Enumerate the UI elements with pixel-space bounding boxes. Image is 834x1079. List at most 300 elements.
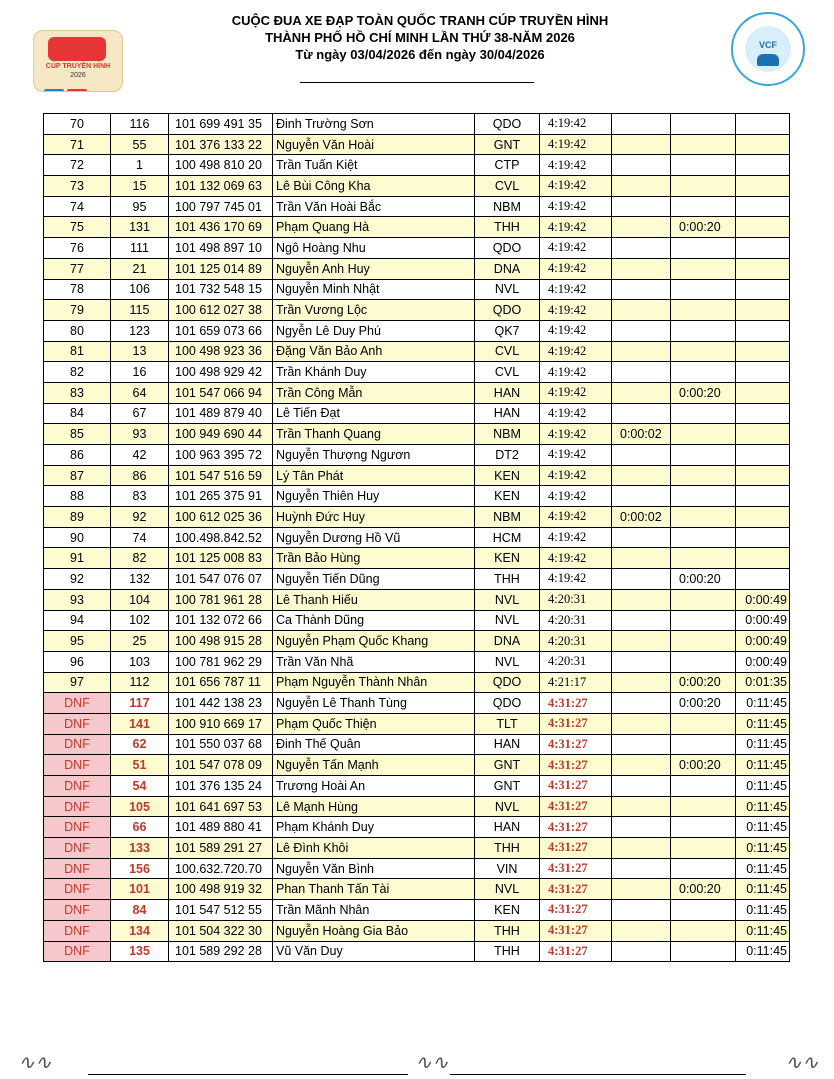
bonus-cell: 0:00:20 [671, 693, 736, 714]
uci-id-cell: 101 436 170 69 [169, 217, 273, 238]
table-row [44, 610, 790, 631]
bonus-cell [612, 196, 671, 217]
cup-truyen-hinh-logo [33, 30, 123, 92]
table-row [44, 651, 790, 672]
rank-cell: 95 [44, 631, 111, 652]
team-code-cell: HAN [475, 817, 540, 838]
finish-time-cell: 4:31:27 [540, 796, 612, 817]
table-row [44, 238, 790, 259]
rank-cell: 75 [44, 217, 111, 238]
finish-time-cell: 4:19:42 [540, 569, 612, 590]
finish-time-cell: 4:19:42 [540, 403, 612, 424]
logo-caption: CÚP TRUYỀN HÌNH [45, 63, 111, 70]
finish-time-cell: 4:31:27 [540, 879, 612, 900]
bonus-cell [612, 693, 671, 714]
table-row [44, 920, 790, 941]
cyclist-icon [757, 54, 779, 66]
table-row [44, 755, 790, 776]
bonus-cell [671, 486, 736, 507]
uci-id-cell: 100 797 745 01 [169, 196, 273, 217]
bib-cell: 15 [111, 176, 169, 197]
time-gap-cell [736, 134, 790, 155]
uci-id-cell: 101 641 697 53 [169, 796, 273, 817]
bib-cell: 115 [111, 300, 169, 321]
team-code-cell: GNT [475, 776, 540, 797]
bonus-cell [671, 155, 736, 176]
bib-cell: 83 [111, 486, 169, 507]
bonus-cell [671, 320, 736, 341]
table-row [44, 879, 790, 900]
time-gap-cell [736, 217, 790, 238]
rank-cell: DNF [44, 776, 111, 797]
bib-cell: 111 [111, 238, 169, 259]
team-code-cell: THH [475, 569, 540, 590]
rider-name-cell: Trần Khánh Duy [273, 362, 475, 383]
rank-cell: 80 [44, 320, 111, 341]
bib-cell: 106 [111, 279, 169, 300]
rank-cell: 78 [44, 279, 111, 300]
rank-cell: DNF [44, 858, 111, 879]
bib-cell: 74 [111, 527, 169, 548]
bib-cell: 101 [111, 879, 169, 900]
bonus-cell: 0:00:20 [671, 217, 736, 238]
rank-cell: 83 [44, 382, 111, 403]
bib-cell: 156 [111, 858, 169, 879]
bonus-cell: 0:00:20 [671, 382, 736, 403]
finish-time-cell: 4:19:42 [540, 217, 612, 238]
page-header [0, 0, 834, 100]
bonus-cell [612, 155, 671, 176]
rider-name-cell: Nguyễn Văn Hoài [273, 134, 475, 155]
team-code-cell: CVL [475, 341, 540, 362]
uci-id-cell: 101 547 516 59 [169, 465, 273, 486]
rider-name-cell: Đinh Trường Sơn [273, 114, 475, 135]
uci-id-cell: 100 781 961 28 [169, 589, 273, 610]
rider-name-cell: Phạm Quốc Thiện [273, 713, 475, 734]
table-row [44, 672, 790, 693]
bib-cell: 105 [111, 796, 169, 817]
rider-name-cell: Nguyễn Phạm Quốc Khang [273, 631, 475, 652]
team-code-cell: CVL [475, 362, 540, 383]
rider-name-cell: Trần Vương Lộc [273, 300, 475, 321]
team-code-cell: NVL [475, 651, 540, 672]
title-underline [300, 82, 534, 83]
rank-cell: 71 [44, 134, 111, 155]
bonus-cell [671, 713, 736, 734]
rider-name-cell: Phạm Quang Hà [273, 217, 475, 238]
rider-name-cell: Nguyễn Minh Nhật [273, 279, 475, 300]
bonus-cell [671, 279, 736, 300]
bonus-cell: 0:00:02 [612, 424, 671, 445]
page-footer [0, 1040, 834, 1079]
finish-time-cell: 4:19:42 [540, 465, 612, 486]
bonus-cell [671, 258, 736, 279]
rank-cell: DNF [44, 838, 111, 859]
rider-name-cell: Nguyễn Tấn Mạnh [273, 755, 475, 776]
rider-name-cell: Trần Văn Hoài Bắc [273, 196, 475, 217]
team-code-cell: HAN [475, 734, 540, 755]
date-range: Từ ngày 03/04/2026 đến ngày 30/04/2026 [295, 47, 545, 62]
uci-id-cell: 100 612 025 36 [169, 507, 273, 528]
time-gap-cell [736, 176, 790, 197]
uci-id-cell: 101 699 491 35 [169, 114, 273, 135]
bib-cell: 25 [111, 631, 169, 652]
rider-name-cell: Phan Thanh Tấn Tài [273, 879, 475, 900]
rank-cell: 84 [44, 403, 111, 424]
rider-name-cell: Lê Đình Khôi [273, 838, 475, 859]
bonus-cell [612, 879, 671, 900]
rank-cell: DNF [44, 713, 111, 734]
team-code-cell: HAN [475, 382, 540, 403]
table-row [44, 858, 790, 879]
table-row [44, 279, 790, 300]
table-row [44, 445, 790, 466]
bib-cell: 82 [111, 548, 169, 569]
team-code-cell: QDO [475, 693, 540, 714]
bib-cell: 84 [111, 900, 169, 921]
bib-cell: 134 [111, 920, 169, 941]
bonus-cell [612, 631, 671, 652]
table-row [44, 486, 790, 507]
rider-name-cell: Phạm Khánh Duy [273, 817, 475, 838]
bonus-cell [671, 134, 736, 155]
time-gap-cell [736, 465, 790, 486]
table-row [44, 362, 790, 383]
table-row [44, 196, 790, 217]
time-gap-cell [736, 341, 790, 362]
table-row [44, 320, 790, 341]
bib-cell: 104 [111, 589, 169, 610]
rank-cell: 76 [44, 238, 111, 259]
bib-cell: 102 [111, 610, 169, 631]
finish-time-cell: 4:19:42 [540, 486, 612, 507]
bonus-cell [671, 796, 736, 817]
footer-rule [450, 1074, 746, 1075]
table-row [44, 382, 790, 403]
rank-cell: 93 [44, 589, 111, 610]
team-code-cell: THH [475, 941, 540, 962]
bonus-cell [612, 176, 671, 197]
uci-id-cell: 101 547 066 94 [169, 382, 273, 403]
bib-cell: 93 [111, 424, 169, 445]
bonus-cell [671, 900, 736, 921]
bonus-cell [612, 134, 671, 155]
uci-id-cell: 100 498 929 42 [169, 362, 273, 383]
bonus-cell [612, 486, 671, 507]
finish-time-cell: 4:31:27 [540, 941, 612, 962]
time-gap-cell: 0:11:45 [736, 796, 790, 817]
uci-id-cell: 101 589 292 28 [169, 941, 273, 962]
bib-cell: 141 [111, 713, 169, 734]
bonus-cell [671, 507, 736, 528]
rider-name-cell: Trần Văn Nhã [273, 651, 475, 672]
finish-time-cell: 4:19:42 [540, 382, 612, 403]
bib-cell: 13 [111, 341, 169, 362]
rank-cell: 77 [44, 258, 111, 279]
rank-cell: 81 [44, 341, 111, 362]
rider-name-cell: Phạm Nguyễn Thành Nhân [273, 672, 475, 693]
uci-id-cell: 100 781 962 29 [169, 651, 273, 672]
uci-id-cell: 100 910 669 17 [169, 713, 273, 734]
team-code-cell: NBM [475, 196, 540, 217]
table-row [44, 258, 790, 279]
bonus-cell [612, 734, 671, 755]
bonus-cell [671, 300, 736, 321]
finish-time-cell: 4:31:27 [540, 776, 612, 797]
logo-year: 2026 [70, 72, 86, 79]
uci-id-cell: 101 547 076 07 [169, 569, 273, 590]
finish-time-cell: 4:19:42 [540, 258, 612, 279]
bib-cell: 66 [111, 817, 169, 838]
rank-cell: DNF [44, 920, 111, 941]
table-row [44, 134, 790, 155]
bib-cell: 131 [111, 217, 169, 238]
bib-cell: 51 [111, 755, 169, 776]
rank-cell: 89 [44, 507, 111, 528]
uci-id-cell: 101 489 880 41 [169, 817, 273, 838]
bonus-cell [671, 403, 736, 424]
uci-id-cell: 101 547 078 09 [169, 755, 273, 776]
rank-cell: DNF [44, 879, 111, 900]
ornament-icon: ∿∿ [415, 1050, 449, 1074]
uci-id-cell: 101 489 879 40 [169, 403, 273, 424]
finish-time-cell: 4:19:42 [540, 155, 612, 176]
rider-name-cell: Nguyễn Thượng Ngươn [273, 445, 475, 466]
time-gap-cell [736, 507, 790, 528]
bonus-cell [671, 631, 736, 652]
bib-cell: 54 [111, 776, 169, 797]
bib-cell: 95 [111, 196, 169, 217]
uci-id-cell: 101 547 512 55 [169, 900, 273, 921]
time-gap-cell [736, 196, 790, 217]
bonus-cell [612, 569, 671, 590]
table-row [44, 734, 790, 755]
finish-time-cell: 4:31:27 [540, 693, 612, 714]
time-gap-cell: 0:11:45 [736, 838, 790, 859]
rank-cell: 79 [44, 300, 111, 321]
bonus-cell [612, 320, 671, 341]
team-code-cell: DT2 [475, 445, 540, 466]
time-gap-cell: 0:11:45 [736, 713, 790, 734]
rider-name-cell: Lý Tân Phát [273, 465, 475, 486]
bonus-cell [612, 672, 671, 693]
bonus-cell [612, 527, 671, 548]
team-code-cell: CVL [475, 176, 540, 197]
bonus-cell: 0:00:20 [671, 672, 736, 693]
time-gap-cell [736, 362, 790, 383]
finish-time-cell: 4:31:27 [540, 817, 612, 838]
vcf-federation-logo [731, 12, 805, 86]
finish-time-cell: 4:31:27 [540, 900, 612, 921]
bonus-cell [671, 941, 736, 962]
rider-name-cell: Nguyễn Anh Huy [273, 258, 475, 279]
finish-time-cell: 4:19:42 [540, 424, 612, 445]
bib-cell: 112 [111, 672, 169, 693]
team-code-cell: NVL [475, 279, 540, 300]
time-gap-cell: 0:00:49 [736, 610, 790, 631]
finish-time-cell: 4:19:42 [540, 548, 612, 569]
bonus-cell [612, 300, 671, 321]
table-row [44, 631, 790, 652]
bonus-cell [671, 610, 736, 631]
rider-name-cell: Đinh Thế Quân [273, 734, 475, 755]
title-line-2: THÀNH PHỐ HỒ CHÍ MINH LẦN THỨ 38-NĂM 2026 [265, 30, 575, 45]
time-gap-cell: 0:11:45 [736, 941, 790, 962]
team-code-cell: KEN [475, 486, 540, 507]
uci-id-cell: 101 442 138 23 [169, 693, 273, 714]
rider-name-cell: Ngyễn Lê Duy Phú [273, 320, 475, 341]
time-gap-cell: 0:00:49 [736, 631, 790, 652]
bonus-cell [612, 920, 671, 941]
time-gap-cell: 0:01:35 [736, 672, 790, 693]
bib-cell: 116 [111, 114, 169, 135]
team-code-cell: NBM [475, 507, 540, 528]
table-row [44, 693, 790, 714]
uci-id-cell: 101 498 897 10 [169, 238, 273, 259]
bonus-cell [612, 776, 671, 797]
bonus-cell [612, 900, 671, 921]
rank-cell: DNF [44, 796, 111, 817]
rank-cell: 70 [44, 114, 111, 135]
table-row [44, 838, 790, 859]
rank-cell: DNF [44, 693, 111, 714]
finish-time-cell: 4:31:27 [540, 713, 612, 734]
rank-cell: 88 [44, 486, 111, 507]
time-gap-cell [736, 114, 790, 135]
bonus-cell [671, 362, 736, 383]
bonus-cell [612, 362, 671, 383]
uci-id-cell: 101 125 008 83 [169, 548, 273, 569]
uci-id-cell: 101 656 787 11 [169, 672, 273, 693]
team-code-cell: KEN [475, 465, 540, 486]
bib-cell: 133 [111, 838, 169, 859]
uci-id-cell: 100 498 919 32 [169, 879, 273, 900]
team-code-cell: DNA [475, 631, 540, 652]
ornament-icon: ∿∿ [18, 1050, 52, 1074]
bib-cell: 103 [111, 651, 169, 672]
team-code-cell: THH [475, 838, 540, 859]
rider-name-cell: Vũ Văn Duy [273, 941, 475, 962]
team-code-cell: QK7 [475, 320, 540, 341]
bonus-cell [612, 589, 671, 610]
team-code-cell: QDO [475, 238, 540, 259]
uci-id-cell: 100 498 810 20 [169, 155, 273, 176]
team-code-cell: TLT [475, 713, 540, 734]
rider-name-cell: Nguyễn Lê Thanh Tùng [273, 693, 475, 714]
bonus-cell [612, 341, 671, 362]
time-gap-cell: 0:11:45 [736, 755, 790, 776]
time-gap-cell [736, 403, 790, 424]
bonus-cell [671, 527, 736, 548]
bonus-cell: 0:00:20 [671, 755, 736, 776]
table-row [44, 900, 790, 921]
bonus-cell [671, 858, 736, 879]
time-gap-cell [736, 527, 790, 548]
rank-cell: 86 [44, 445, 111, 466]
time-gap-cell: 0:11:45 [736, 900, 790, 921]
bonus-cell [671, 651, 736, 672]
team-code-cell: THH [475, 217, 540, 238]
table-row [44, 300, 790, 321]
finish-time-cell: 4:20:31 [540, 651, 612, 672]
bib-cell: 21 [111, 258, 169, 279]
table-row [44, 424, 790, 445]
finish-time-cell: 4:19:42 [540, 362, 612, 383]
uci-id-cell: 101 132 072 66 [169, 610, 273, 631]
bonus-cell [612, 817, 671, 838]
time-gap-cell [736, 445, 790, 466]
rank-cell: 97 [44, 672, 111, 693]
bonus-cell [671, 424, 736, 445]
bonus-cell [612, 465, 671, 486]
bib-cell: 67 [111, 403, 169, 424]
uci-id-cell: 101 376 133 22 [169, 134, 273, 155]
team-code-cell: QDO [475, 672, 540, 693]
uci-id-cell: 101 589 291 27 [169, 838, 273, 859]
bonus-cell [612, 941, 671, 962]
footer-rule [88, 1074, 408, 1075]
results-table [43, 113, 790, 962]
team-code-cell: NBM [475, 424, 540, 445]
bonus-cell [612, 755, 671, 776]
time-gap-cell: 0:00:49 [736, 589, 790, 610]
finish-time-cell: 4:31:27 [540, 734, 612, 755]
uci-id-cell: 100 498 915 28 [169, 631, 273, 652]
finish-time-cell: 4:20:31 [540, 610, 612, 631]
rider-name-cell: Trương Hoài An [273, 776, 475, 797]
rider-name-cell: Trần Công Mẫn [273, 382, 475, 403]
table-row [44, 176, 790, 197]
table-row [44, 941, 790, 962]
bonus-cell [671, 776, 736, 797]
bonus-cell [612, 279, 671, 300]
rank-cell: 73 [44, 176, 111, 197]
rider-name-cell: Nguyễn Hoàng Gia Bảo [273, 920, 475, 941]
bib-cell: 55 [111, 134, 169, 155]
team-code-cell: NVL [475, 589, 540, 610]
uci-id-cell: 101 376 135 24 [169, 776, 273, 797]
team-code-cell: GNT [475, 755, 540, 776]
bib-cell: 86 [111, 465, 169, 486]
bib-cell: 64 [111, 382, 169, 403]
finish-time-cell: 4:31:27 [540, 838, 612, 859]
finish-time-cell: 4:31:27 [540, 920, 612, 941]
rider-name-cell: Trần Bảo Hùng [273, 548, 475, 569]
table-row [44, 403, 790, 424]
rider-name-cell: Ca Thành Dũng [273, 610, 475, 631]
finish-time-cell: 4:21:17 [540, 672, 612, 693]
rank-cell: 92 [44, 569, 111, 590]
uci-id-cell: 101 504 322 30 [169, 920, 273, 941]
finish-time-cell: 4:20:31 [540, 589, 612, 610]
time-gap-cell [736, 382, 790, 403]
bonus-cell [612, 838, 671, 859]
rank-cell: 91 [44, 548, 111, 569]
rider-name-cell: Đặng Văn Bảo Anh [273, 341, 475, 362]
rank-cell: 72 [44, 155, 111, 176]
uci-id-cell: 100.498.842.52 [169, 527, 273, 548]
rider-name-cell: Lê Tiến Đạt [273, 403, 475, 424]
table-row [44, 507, 790, 528]
bonus-cell [671, 920, 736, 941]
rider-name-cell: Lê Mạnh Hùng [273, 796, 475, 817]
bonus-cell [671, 238, 736, 259]
table-row [44, 817, 790, 838]
uci-id-cell: 100 612 027 38 [169, 300, 273, 321]
rank-cell: 85 [44, 424, 111, 445]
table-row [44, 776, 790, 797]
bib-cell: 132 [111, 569, 169, 590]
